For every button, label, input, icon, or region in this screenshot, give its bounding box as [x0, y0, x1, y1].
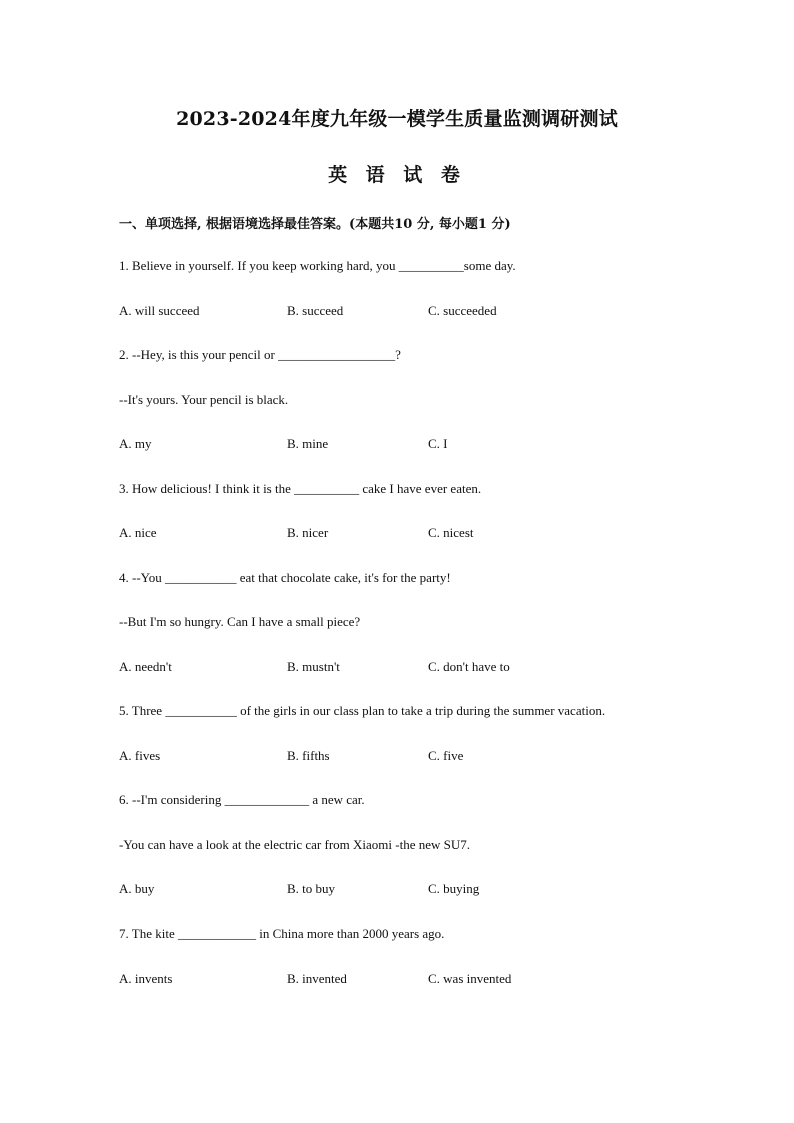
question-stem: 1. Believe in yourself. If you keep working hard, you __________some day.	[119, 258, 516, 273]
question-stem: 7. The kite ____________ in China more than 2000 years ago.	[119, 926, 445, 941]
answer-option-a: A. invents	[119, 971, 173, 986]
question-dialogue-line: -You can have a look at the electric car from Xiaomi -the new SU7.	[119, 837, 471, 852]
answer-option-a: A. buy	[119, 881, 155, 896]
answer-option-c: C. five	[428, 748, 464, 763]
answer-option-c: C. succeeded	[428, 303, 497, 318]
question-stem: 2. --Hey, is this your pencil or __________________?	[119, 347, 401, 362]
answer-option-b: B. nicer	[287, 525, 329, 540]
answer-option-a: A. fives	[119, 748, 161, 763]
answer-option-c: C. I	[428, 436, 448, 451]
answer-option-c: C. don't have to	[428, 659, 510, 674]
answer-option-c: C. buying	[428, 881, 480, 896]
question-dialogue-line: --But I'm so hungry. Can I have a small piece?	[119, 614, 361, 629]
exam-subtitle: 英 语 试 卷	[328, 164, 466, 186]
answer-option-c: C. nicest	[428, 525, 474, 540]
answer-option-c: C. was invented	[428, 971, 512, 986]
answer-option-a: A. my	[119, 436, 152, 451]
answer-option-b: B. invented	[287, 971, 347, 986]
answer-option-a: A. will succeed	[119, 303, 200, 318]
answer-option-b: B. to buy	[287, 881, 336, 896]
question-dialogue-line: --It's yours. Your pencil is black.	[119, 392, 289, 407]
section-heading: 一、单项选择, 根据语境选择最佳答案。(本题共10 分, 每小题1 分)	[119, 217, 511, 232]
question-stem: 5. Three ___________ of the girls in our class plan to take a trip during the summer vacation.	[119, 703, 606, 718]
question-stem: 6. --I'm considering _____________ a new car.	[119, 792, 365, 807]
answer-option-b: B. mustn't	[287, 659, 340, 674]
answer-option-b: B. succeed	[287, 303, 344, 318]
exam-title: 2023-2024年度九年级一模学生质量监测调研测试	[176, 108, 618, 130]
question-stem: 4. --You ___________ eat that chocolate cake, it's for the party!	[119, 570, 451, 585]
answer-option-a: A. needn't	[119, 659, 172, 674]
answer-option-a: A. nice	[119, 525, 157, 540]
answer-option-b: B. mine	[287, 436, 329, 451]
answer-option-b: B. fifths	[287, 748, 330, 763]
question-stem: 3. How delicious! I think it is the __________ cake I have ever eaten.	[119, 481, 482, 496]
